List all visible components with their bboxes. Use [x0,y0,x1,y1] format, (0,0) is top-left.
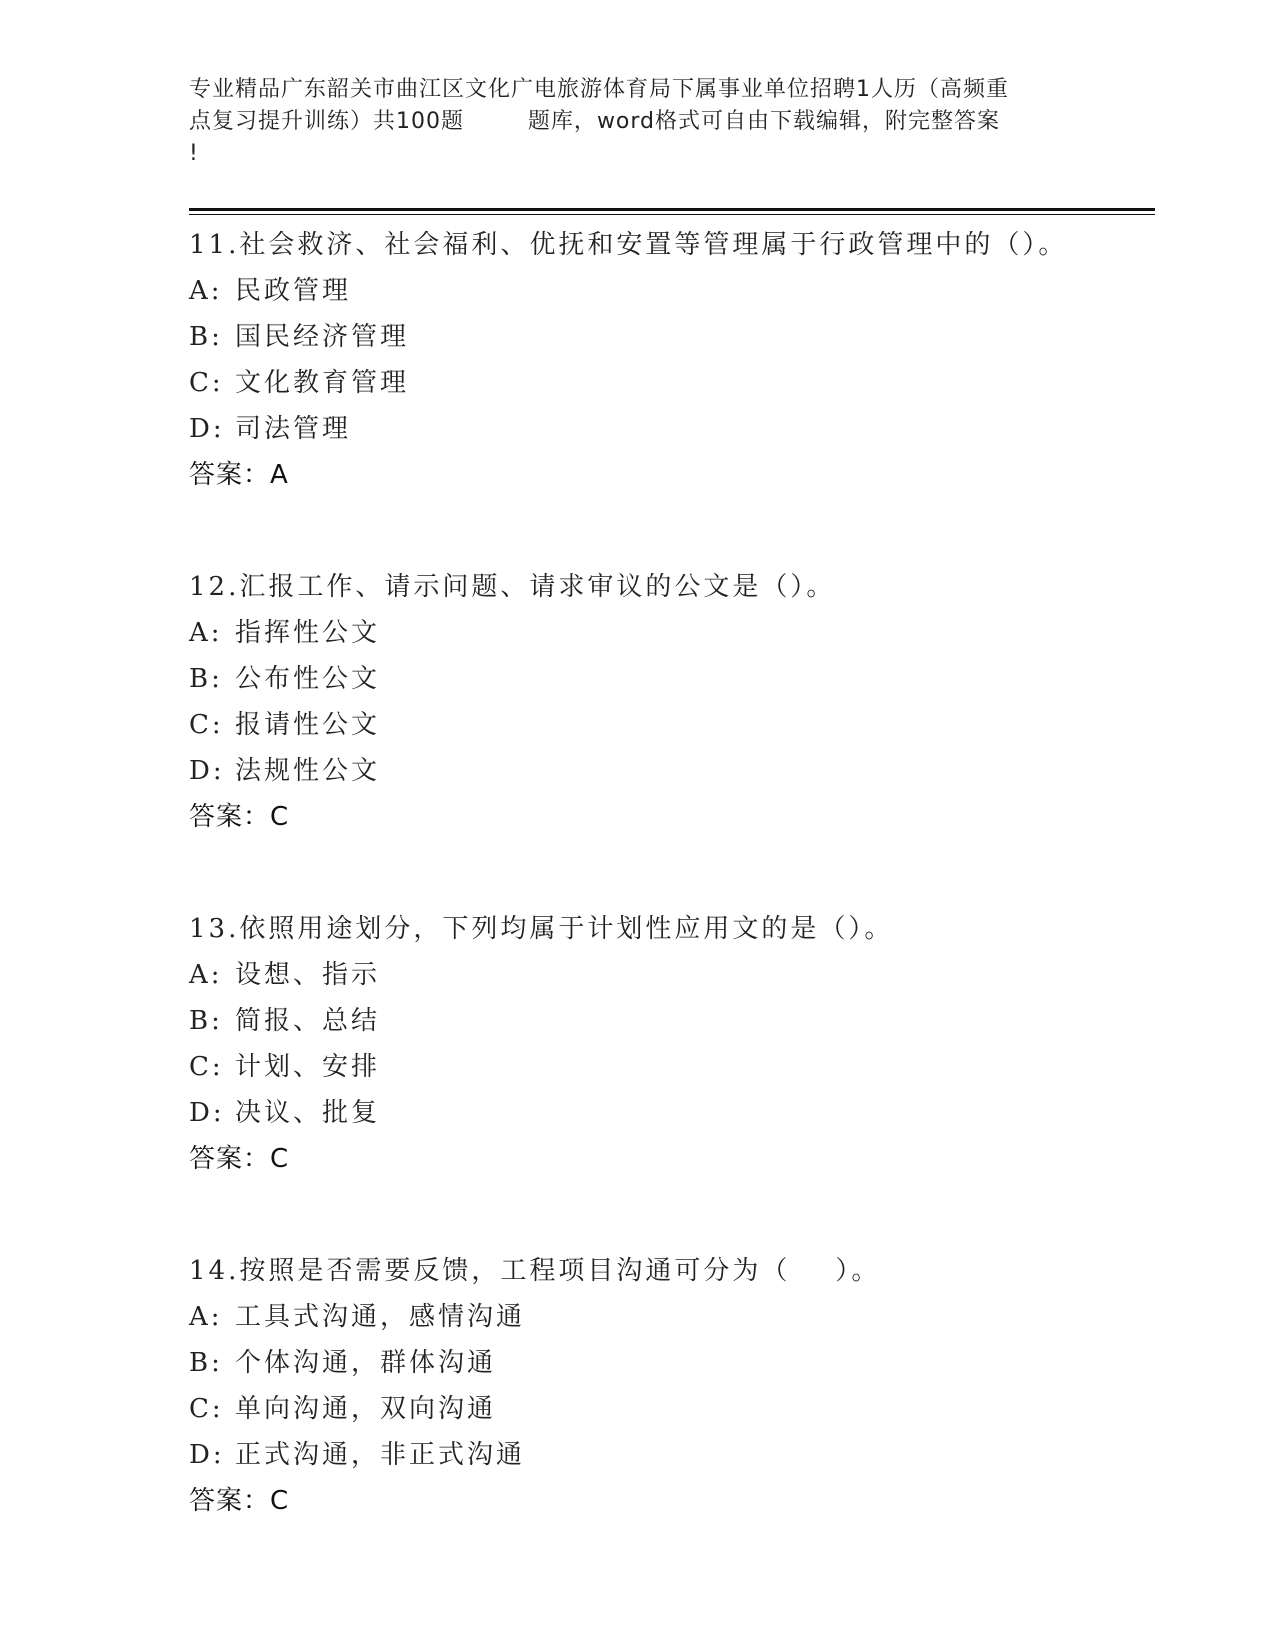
option-letter: A: [189,960,223,990]
option-text: 指挥性公文 [235,618,381,648]
option-a [189,610,1155,656]
question-11 [189,222,1155,498]
answer-line: 答案：A [189,460,289,490]
question-14 [189,1248,1155,1524]
option-letter: D: [189,756,225,786]
header-line-3: ! [189,141,199,166]
option-letter: B: [189,1348,223,1378]
option-b [189,1340,1155,1386]
option-text: 正式沟通，非正式沟通 [235,1440,526,1470]
option-text: 单向沟通，双向沟通 [235,1394,497,1424]
answer-line: 答案：C [189,1486,290,1516]
option-d [189,1432,1155,1478]
option-a [189,952,1155,998]
option-text: 决议、批复 [235,1098,381,1128]
answer-line: 答案：C [189,802,290,832]
option-text: 国民经济管理 [235,322,410,352]
option-c [189,1044,1155,1090]
option-c [189,360,1155,406]
option-letter: D: [189,414,225,444]
option-c [189,702,1155,748]
option-letter: A: [189,618,223,648]
option-letter: A: [189,276,223,306]
question-12 [189,564,1155,840]
question-title: 11.社会救济、社会福利、优抚和安置等管理属于行政管理中的（）。 [189,230,1068,260]
option-b [189,656,1155,702]
option-a [189,1294,1155,1340]
option-text: 司法管理 [235,414,352,444]
question-title: 12.汇报工作、请示问题、请求审议的公文是（）。 [189,572,836,602]
option-d [189,1090,1155,1136]
option-d [189,748,1155,794]
option-letter: B: [189,664,223,694]
option-letter: A: [189,1302,223,1332]
question-title: 13.依照用途划分，下列均属于计划性应用文的是（）。 [189,914,894,944]
header-divider-thin [189,214,1155,215]
document-header [189,74,1089,170]
option-letter: B: [189,322,223,352]
option-text: 民政管理 [235,276,352,306]
option-text: 工具式沟通，感情沟通 [235,1302,526,1332]
option-text: 个体沟通，群体沟通 [235,1348,497,1378]
option-a [189,268,1155,314]
option-letter: B: [189,1006,223,1036]
question-list [189,222,1155,1524]
option-d [189,406,1155,452]
question-13 [189,906,1155,1182]
option-letter: C: [189,1394,224,1424]
option-b [189,314,1155,360]
option-text: 文化教育管理 [235,368,410,398]
answer-line: 答案：C [189,1144,290,1174]
option-text: 法规性公文 [235,756,381,786]
option-text: 计划、安排 [235,1052,381,1082]
option-text: 简报、总结 [235,1006,381,1036]
option-c [189,1386,1155,1432]
option-letter: D: [189,1440,225,1470]
header-divider-thick [189,208,1155,211]
header-line-2: 点复习提升训练）共100题 题库，word格式可自由下载编辑，附完整答案 [189,109,1001,134]
option-letter: C: [189,368,224,398]
option-text: 报请性公文 [235,710,381,740]
question-title: 14.按照是否需要反馈，工程项目沟通可分为（ ）。 [189,1256,881,1286]
option-letter: C: [189,1052,224,1082]
option-letter: C: [189,710,224,740]
option-text: 公布性公文 [235,664,381,694]
option-letter: D: [189,1098,225,1128]
option-b [189,998,1155,1044]
option-text: 设想、指示 [235,960,381,990]
header-line-1: 专业精品广东韶关市曲江区文化广电旅游体育局下属事业单位招聘1人历（高频重 [189,77,1009,102]
